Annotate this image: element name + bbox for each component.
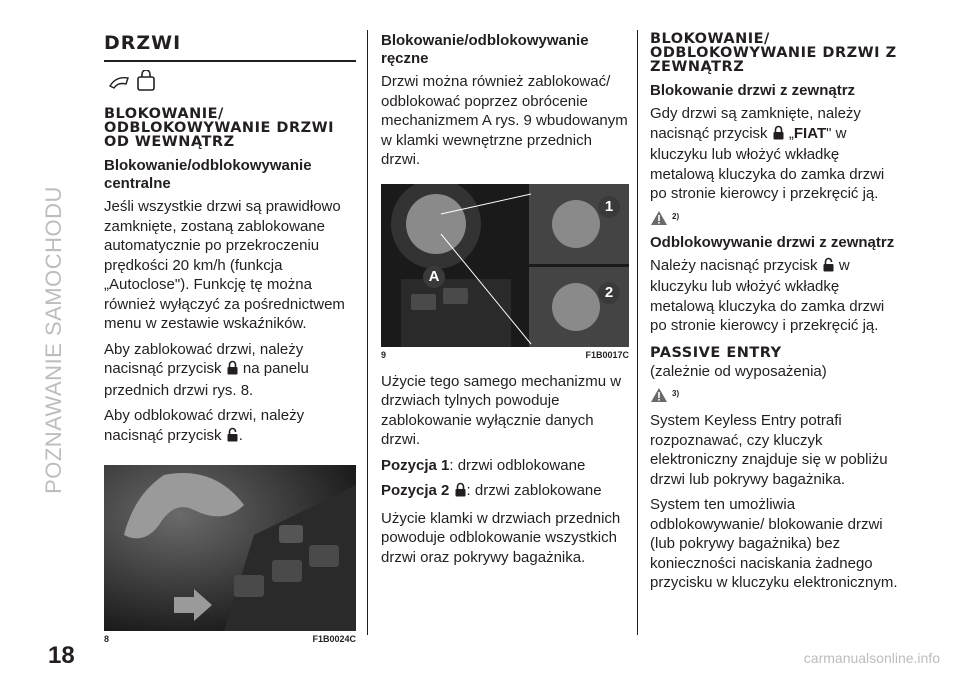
- subheading: Blokowanie drzwi z zewnątrz: [650, 82, 856, 99]
- section-title: BLOKOWANIE/ ODBLOKOWYWANIE DRZWI Z ZEWNĄTRZ: [650, 31, 897, 75]
- column-3: [650, 32, 902, 599]
- chapter-title: DRZWI: [104, 32, 182, 54]
- unlock-icon: [227, 427, 238, 448]
- label-a: A: [423, 266, 445, 288]
- paragraph: Użycie tego samego mechanizmu w drzwiach tylnych powoduje zablokowanie wyłącznie danych drzwi.: [381, 372, 622, 448]
- warning-ref: 2): [650, 210, 902, 226]
- title-rule: [104, 60, 356, 62]
- warning-icon: [650, 387, 668, 403]
- paragraph: Należy nacisnąć przycisk w kluczyku lub włożyć wkładkę metalową kluczyka do zamka drzwi po stronie kierowcy i przekręcić ją.: [650, 256, 885, 334]
- section-title: BLOKOWANIE/ ODBLOKOWYWANIE DRZWI OD WEWNĄTRZ: [104, 106, 335, 150]
- unlock-icon: [823, 257, 834, 278]
- figure-9: [381, 184, 629, 360]
- lock-door-icon: [106, 70, 356, 97]
- label-2: 2: [598, 282, 620, 304]
- page-number: 18: [48, 642, 75, 669]
- column-divider: [367, 30, 368, 635]
- position-1-line: Pozycja 1: drzwi odblokowane: [381, 456, 586, 474]
- lock-icon: [227, 360, 238, 381]
- lock-icon: [455, 482, 466, 503]
- paragraph: System Keyless Entry potrafi rozpoznawać, czy kluczyk elektroniczny znajduje się w pobliżu drzwi lub pokrywy bagażnika.: [650, 412, 888, 488]
- paragraph: Aby odblokować drzwi, należy nacisnąć przycisk .: [104, 406, 356, 447]
- door-panel-image: [104, 465, 356, 631]
- label-1: 1: [598, 196, 620, 218]
- warning-icon: [650, 210, 668, 226]
- column-divider: [637, 30, 638, 635]
- watermark: carmanualsonline.info: [803, 650, 940, 666]
- figure-number: 8: [104, 634, 110, 644]
- position-2-line: Pozycja 2 : drzwi zablokowane: [381, 481, 629, 503]
- figure-code: F1B0024C: [312, 634, 356, 644]
- subheading: Odblokowywanie drzwi z zewnątrz: [650, 233, 895, 251]
- paragraph: (zależnie od wyposażenia): [650, 362, 827, 380]
- side-section-tab: POZNAWANIE SAMOCHODU: [41, 186, 66, 494]
- subheading: Blokowanie/odblokowywanie centralne: [104, 157, 312, 192]
- column-2: [381, 32, 629, 573]
- paragraph: Aby zablokować drzwi, należy nacisnąć przycisk na panelu przednich drzwi rys. 8.: [104, 340, 309, 399]
- section-title: PASSIVE ENTRY: [650, 344, 782, 361]
- column-1: [104, 32, 356, 644]
- paragraph: System ten umożliwia odblokowywanie/ blokowanie drzwi (lub pokrywy bagażnika) bez konieczności naciskania żadnego przycisku w kluczyku elektronicznym.: [650, 496, 898, 591]
- door-handle-image: [381, 184, 629, 347]
- paragraph: Jeśli wszystkie drzwi są prawidłowo zamknięte, zostaną zablokowane automatycznie po przekroczeniu prędkości 20 km/h (funkcja „Autoclose"). Funkcję tę można również wyłączyć za pośrednictwem menu w zestawie wskaźników.: [104, 198, 345, 332]
- warning-ref: 3): [650, 387, 902, 403]
- paragraph: Gdy drzwi są zamknięte, należy nacisnąć przycisk „FIAT" w kluczyku lub włożyć wkładkę metalową kluczyka do zamka drzwi po stronie kierowcy i przekręcić ją.: [650, 105, 885, 202]
- paragraph: Drzwi można również zablokować/ odblokować poprzez obrócenie mechanizmem A rys. 9 wbudowanym w klamki wewnętrzne przednich drzwi.: [381, 73, 628, 168]
- paragraph: Użycie klamki w drzwiach przednich powoduje odblokowanie wszystkich drzwi oraz pokrywy bagażnika.: [381, 509, 621, 566]
- lock-icon: [773, 125, 784, 146]
- figure-code: F1B0017C: [585, 349, 629, 360]
- subheading: Blokowanie/odblokowywanie ręczne: [381, 32, 589, 67]
- figure-8: [104, 465, 356, 644]
- figure-number: 9: [381, 349, 387, 360]
